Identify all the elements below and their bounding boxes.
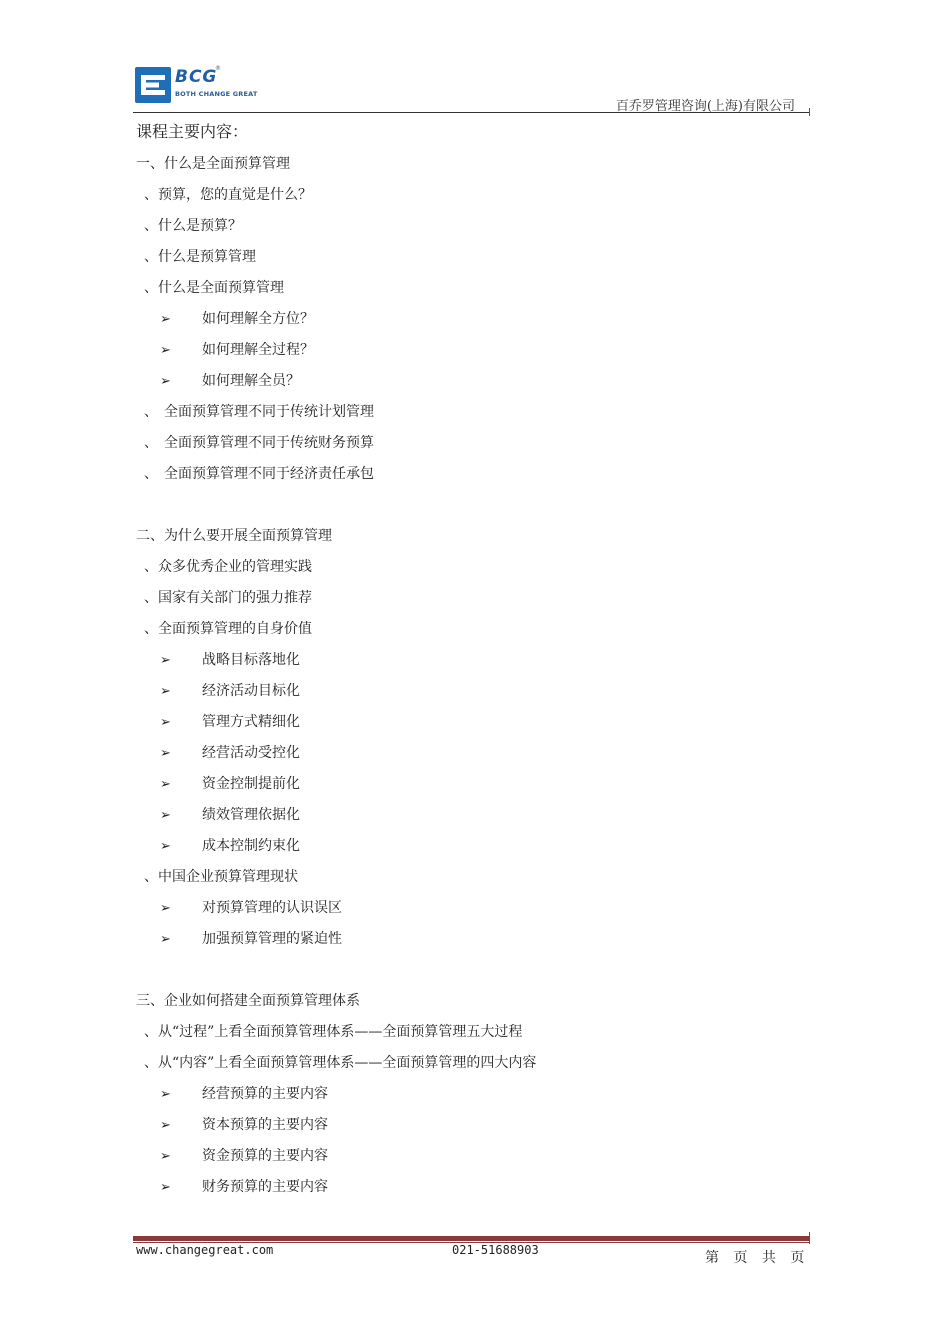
subsection-item: 、中国企业预算管理现状 (144, 869, 298, 885)
subsection-item: 、全面预算管理的自身价值 (144, 621, 312, 637)
bullet-text: 经济活动目标化 (202, 683, 300, 699)
arrow-bullet-icon: ➢ (160, 312, 171, 327)
logo-registered-mark: ® (215, 65, 221, 72)
subsection-item (136, 459, 816, 490)
bullet-text: 经营活动受控化 (202, 745, 300, 761)
arrow-bullet-icon: ➢ (160, 932, 171, 947)
footer-page-number: 第 页 共 页 (705, 1250, 805, 1266)
bullet-text: 对预算管理的认识误区 (202, 900, 342, 916)
bullet-item (136, 304, 816, 335)
bullet-text: 资金控制提前化 (202, 776, 300, 792)
subsection-item: 、从“过程”上看全面预算管理体系——全面预算管理五大过程 (144, 1024, 523, 1040)
footer-url: www.changegreat.com (136, 1243, 274, 1257)
subsection-prefix: 、 (144, 404, 158, 420)
bcg-logo (135, 67, 265, 105)
subsection-text: 全面预算管理不同于传统计划管理 (164, 404, 374, 420)
page-title: 课程主要内容： (136, 122, 249, 141)
arrow-bullet-icon: ➢ (160, 839, 171, 854)
logo-subtitle: BOTH CHANGE GREAT (175, 90, 258, 98)
subsection-item: 、预算，您的直觉是什么？ (144, 187, 312, 203)
bullet-item (136, 738, 816, 769)
bullet-item (136, 800, 816, 831)
arrow-bullet-icon: ➢ (160, 653, 171, 668)
footer-rule-tick (809, 1232, 810, 1244)
bullet-text: 经营预算的主要内容 (202, 1086, 328, 1102)
logo-mark-icon (135, 67, 171, 103)
bullet-text: 如何理解全方位？ (202, 311, 314, 327)
arrow-bullet-icon: ➢ (160, 777, 171, 792)
section-spacer (136, 955, 816, 986)
section-heading: 一、什么是全面预算管理 (136, 156, 290, 172)
section-heading: 二、为什么要开展全面预算管理 (136, 528, 332, 544)
arrow-bullet-icon: ➢ (160, 684, 171, 699)
arrow-bullet-icon: ➢ (160, 808, 171, 823)
header-rule (133, 112, 810, 113)
logo-text: BCG (175, 67, 218, 87)
arrow-bullet-icon: ➢ (160, 374, 171, 389)
arrow-bullet-icon: ➢ (160, 1149, 171, 1164)
company-name: 百乔罗管理咨询(上海)有限公司 (615, 99, 795, 114)
arrow-bullet-icon: ➢ (160, 1180, 171, 1195)
section-spacer (136, 490, 816, 521)
arrow-bullet-icon: ➢ (160, 343, 171, 358)
bullet-item (136, 1079, 816, 1110)
bullet-item (136, 1141, 816, 1172)
course-content (136, 118, 816, 1203)
subsection-item (136, 428, 816, 459)
subsection-item (136, 397, 816, 428)
bullet-text: 绩效管理依据化 (202, 807, 300, 823)
bullet-text: 资金预算的主要内容 (202, 1148, 328, 1164)
header-rule-tick (809, 108, 810, 116)
bullet-text: 加强预算管理的紧迫性 (202, 931, 342, 947)
bullet-text: 如何理解全员？ (202, 373, 300, 389)
arrow-bullet-icon: ➢ (160, 1087, 171, 1102)
bullet-item (136, 366, 816, 397)
bullet-item (136, 924, 816, 955)
bullet-text: 成本控制约束化 (202, 838, 300, 854)
footer-rule-thick (133, 1236, 810, 1241)
footer-phone: 021-51688903 (452, 1243, 539, 1257)
subsection-text: 全面预算管理不同于传统财务预算 (164, 435, 374, 451)
subsection-item: 、什么是全面预算管理 (144, 280, 284, 296)
subsection-prefix: 、 (144, 466, 158, 482)
arrow-bullet-icon: ➢ (160, 746, 171, 761)
subsection-item: 、从“内容”上看全面预算管理体系——全面预算管理的四大内容 (144, 1055, 537, 1071)
bullet-item (136, 831, 816, 862)
bullet-item (136, 645, 816, 676)
bullet-text: 战略目标落地化 (202, 652, 300, 668)
arrow-bullet-icon: ➢ (160, 1118, 171, 1133)
bullet-item (136, 335, 816, 366)
subsection-text: 全面预算管理不同于经济责任承包 (164, 466, 374, 482)
bullet-text: 管理方式精细化 (202, 714, 300, 730)
bullet-text: 如何理解全过程？ (202, 342, 314, 358)
bullet-item (136, 769, 816, 800)
outline-list (136, 149, 816, 1203)
bullet-item (136, 893, 816, 924)
subsection-item: 、众多优秀企业的管理实践 (144, 559, 312, 575)
bullet-item (136, 707, 816, 738)
bullet-text: 资本预算的主要内容 (202, 1117, 328, 1133)
arrow-bullet-icon: ➢ (160, 901, 171, 916)
arrow-bullet-icon: ➢ (160, 715, 171, 730)
bullet-item (136, 676, 816, 707)
subsection-prefix: 、 (144, 435, 158, 451)
subsection-item: 、什么是预算管理 (144, 249, 256, 265)
subsection-item: 、国家有关部门的强力推荐 (144, 590, 312, 606)
bullet-item (136, 1172, 816, 1203)
bullet-item (136, 1110, 816, 1141)
subsection-item: 、什么是预算？ (144, 218, 242, 234)
bullet-text: 财务预算的主要内容 (202, 1179, 328, 1195)
section-heading: 三、企业如何搭建全面预算管理体系 (136, 993, 360, 1009)
